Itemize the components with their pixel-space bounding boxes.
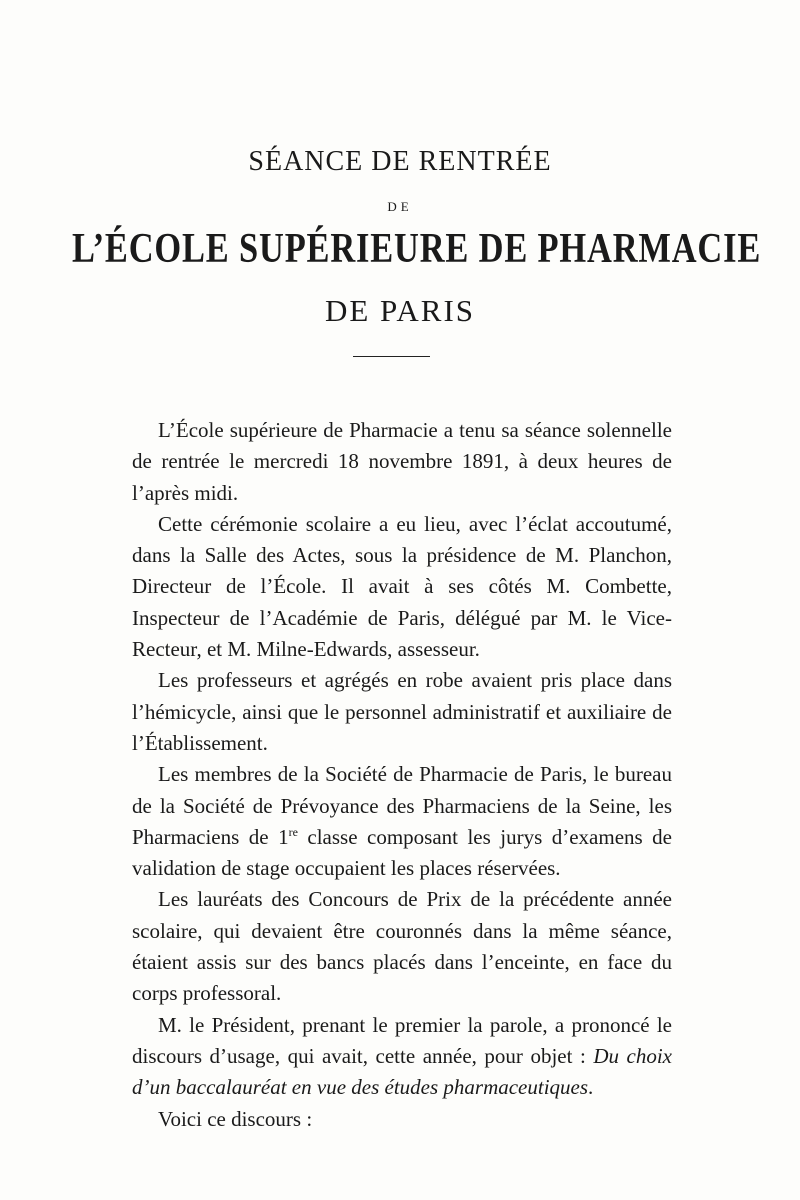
paragraph-ceremony: Cette cérémonie scolaire a eu lieu, avec l’éclat accoutumé, dans la Salle des Actes, sous la présidence de M. Planchon, Directeur de l’École. Il avait à ses côtés M. Combette, Inspecteur de l’Académie de Paris, délégué par M. le Vice-Recteur, et M. Milne-Edwards, assesseur. xyxy=(132,511,672,662)
paragraph-members xyxy=(132,759,672,884)
members-text-end: classe composant les jurys d’examens de validation de stage occupaient les places réservées. xyxy=(132,824,672,881)
paragraph-opening: L’École supérieure de Pharmacie a tenu sa séance solennelle de rentrée le mercredi 18 novembre 1891, à deux heures de l’après midi. xyxy=(132,418,672,505)
president-text-start: M. le Président, prenant le premier la parole, a prononcé le discours d’usage, qui avait, cette année, pour objet : xyxy=(132,1012,672,1068)
paragraph-president xyxy=(132,1010,672,1104)
speech-subject: Du choix d’un baccalauréat en vue des études pharmaceutiques xyxy=(132,1043,672,1100)
city-heading: DE PARIS xyxy=(324,293,476,328)
heading-preposition: DE xyxy=(387,199,413,214)
session-heading: SÉANCE DE RENTRÉE xyxy=(248,146,552,177)
title-divider xyxy=(353,356,430,357)
president-text-end: . xyxy=(588,1075,594,1100)
school-title: L’ÉCOLE SUPÉRIEURE DE PHARMACIE xyxy=(72,226,762,272)
paragraph-professors: Les professeurs et agrégés en robe avaient pris place dans l’hémicycle, ainsi que le personnel administratif et auxiliaire de l’Établissement. xyxy=(132,668,672,755)
paragraph-speech-intro: Voici ce discours : xyxy=(158,1106,313,1131)
body-text xyxy=(132,415,672,1135)
members-text-start: Les membres de la Société de Pharmacie de Paris, le bureau de la Société de Prévoyance des Pharmaciens de la Seine, les Pharmaciens de 1 xyxy=(132,762,672,849)
paragraph-laureates: Les lauréats des Concours de Prix de la précédente année scolaire, qui devaient être couronnés dans la même séance, étaient assis sur des bancs placés dans l’enceinte, en face du corps professoral. xyxy=(132,887,672,1006)
class-superscript: re xyxy=(288,824,298,839)
